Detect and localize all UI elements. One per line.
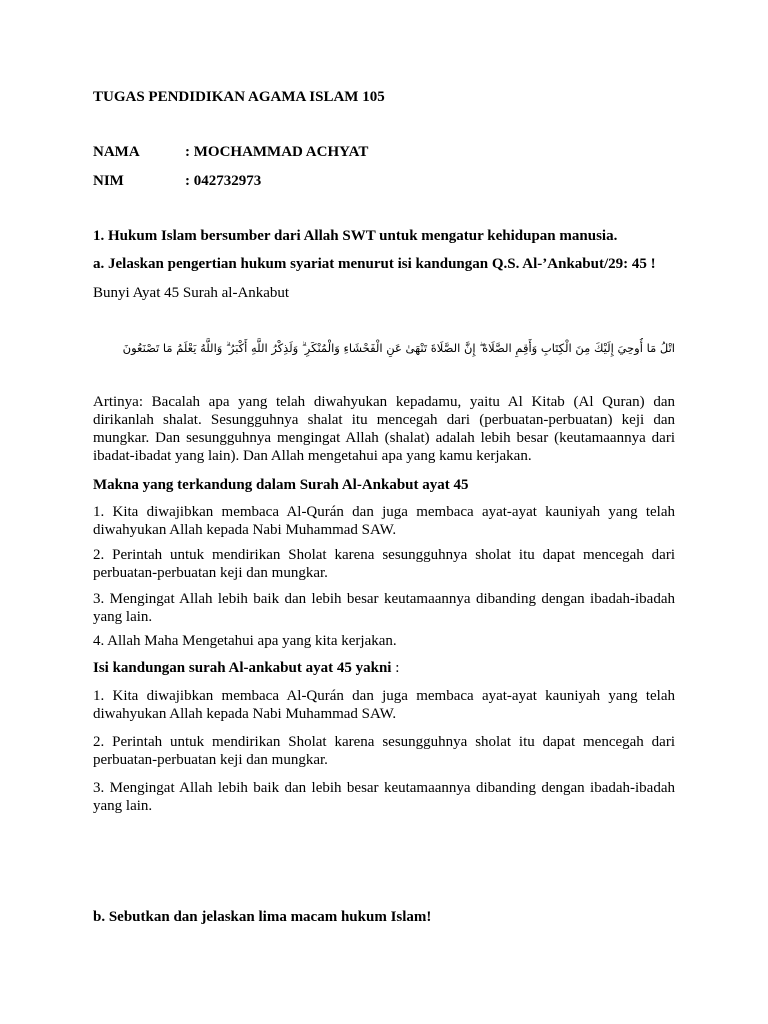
isi-item-1: 1. Kita diwajibkan membaca Al-Qurán dan juga membaca ayat-ayat kauniyah yang telah diwahyukan Allah kepada Nabi Muhammad SAW. xyxy=(93,688,675,722)
question-1b: b. Sebutkan dan jelaskan lima macam hukum Islam! xyxy=(93,909,432,925)
isi-heading-row xyxy=(93,659,675,677)
makna-heading: Makna yang terkandung dalam Surah Al-Ankabut ayat 45 xyxy=(93,477,469,493)
ayat-heading: Bunyi Ayat 45 Surah al-Ankabut xyxy=(93,285,290,301)
name-value: : MOCHAMMAD ACHYAT xyxy=(185,144,369,160)
name-label: NAMA xyxy=(93,144,140,160)
makna-item-2: 2. Perintah untuk mendirikan Sholat karena sesungguhnya sholat itu dapat mencegah dari perbuatan-perbuatan keji dan mungkar. xyxy=(93,547,675,581)
question-1: 1. Hukum Islam bersumber dari Allah SWT untuk mengatur kehidupan manusia. xyxy=(93,228,618,244)
makna-item-4: 4. Allah Maha Mengetahui apa yang kita kerjakan. xyxy=(93,633,397,649)
isi-item-3: 3. Mengingat Allah lebih baik dan lebih besar keutamaannya dibanding dengan ibadah-ibadah yang lain. xyxy=(93,780,675,814)
name-row xyxy=(93,143,675,161)
makna-item-1: 1. Kita diwajibkan membaca Al-Qurán dan juga membaca ayat-ayat kauniyah yang telah diwahyukan Allah kepada Nabi Muhammad SAW. xyxy=(93,504,675,538)
document-title: TUGAS PENDIDIKAN AGAMA ISLAM 105 xyxy=(93,89,385,105)
makna-item-3: 3. Mengingat Allah lebih baik dan lebih besar keutamaannya dibanding dengan ibadah-ibadah yang lain. xyxy=(93,591,675,625)
artinya-paragraph: Artinya: Bacalah apa yang telah diwahyukan kepadamu, yaitu Al Kitab (Al Quran) dan dirikanlah shalat. Sesungguhnya shalat itu mencegah dari (perbuatan-perbuatan) keji dan mungkar. Dan sesungguhnya mengingat Allah (shalat) adalah lebih besar (keutamaannya dari ibadat-ibadat yang lain). Dan Allah mengetahui apa yang kamu kerjakan. xyxy=(93,394,675,464)
arabic-verse: اتْلُ مَا أُوحِيَ إِلَيْكَ مِنَ الْكِتَابِ وَأَقِمِ الصَّلَاةَ ۖ إِنَّ الصَّلَاةَ تَنْهَىٰ عَنِ الْفَحْشَاءِ وَالْمُنْكَرِ ۗ وَلَذِكْرُ اللَّهِ أَكْبَرُ ۗ وَاللَّهُ يَعْلَمُ مَا تَصْنَعُونَ xyxy=(122,341,675,355)
nim-label: NIM xyxy=(93,173,124,189)
question-1a: a. Jelaskan pengertian hukum syariat menurut isi kandungan Q.S. Al-’Ankabut/29: 45 ! xyxy=(93,256,656,272)
isi-heading: Isi kandungan surah Al-ankabut ayat 45 yakni xyxy=(93,660,392,676)
nim-value: : 042732973 xyxy=(185,173,262,189)
nim-row xyxy=(93,172,675,190)
isi-heading-colon: : xyxy=(391,660,400,676)
isi-item-2: 2. Perintah untuk mendirikan Sholat karena sesungguhnya sholat itu dapat mencegah dari perbuatan-perbuatan keji dan mungkar. xyxy=(93,734,675,768)
